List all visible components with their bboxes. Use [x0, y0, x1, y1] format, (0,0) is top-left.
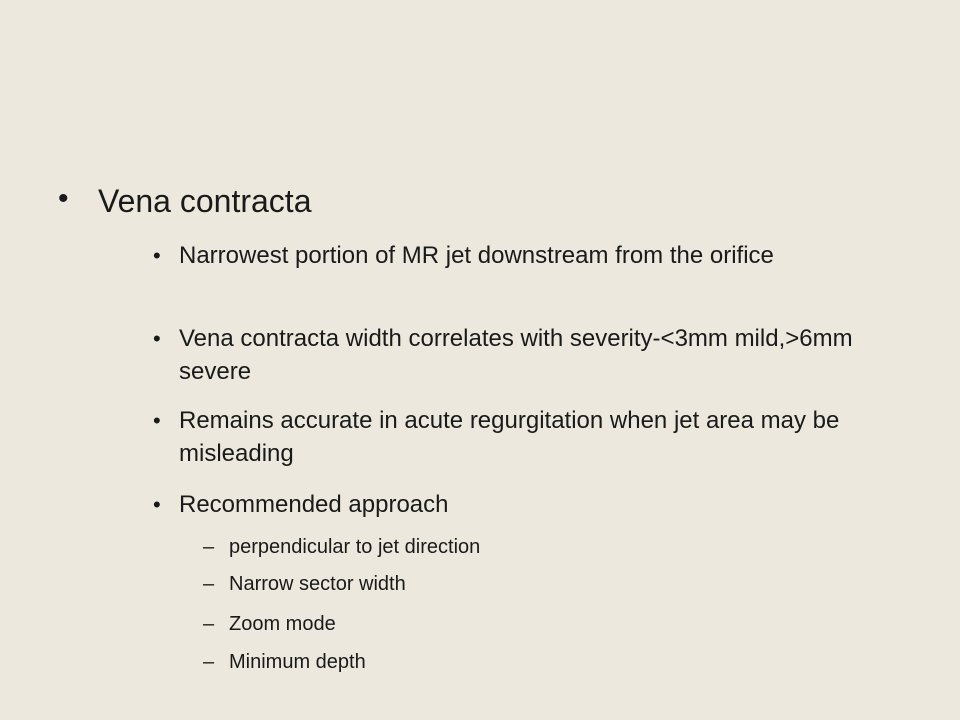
bullet-icon: •: [153, 492, 161, 517]
main-bullet: [58, 182, 311, 220]
sub-bullet-item: [203, 570, 406, 598]
bullet-item: [153, 322, 859, 388]
sub-bullet-item: [203, 648, 366, 676]
bullet-item: [153, 404, 859, 470]
sub-bullet-text: Narrow sector width: [229, 573, 406, 595]
bullet-text: Remains accurate in acute regurgitation when jet area may be misleading: [179, 407, 840, 467]
dash-icon: –: [203, 651, 215, 673]
bullet-text: Narrowest portion of MR jet downstream from the orifice: [179, 242, 774, 269]
sub-bullet-text: Zoom mode: [229, 613, 336, 635]
dash-icon: –: [203, 613, 215, 635]
dash-icon: –: [203, 573, 215, 595]
slide-heading: Vena contracta: [98, 183, 312, 219]
bullet-icon: •: [153, 243, 161, 268]
bullet-item: [153, 239, 859, 272]
sub-bullet-item: [203, 533, 480, 561]
bullet-icon: •: [58, 182, 69, 215]
sub-bullet-item: [203, 610, 336, 638]
bullet-icon: •: [153, 408, 161, 433]
sub-bullet-text: Minimum depth: [229, 651, 366, 673]
sub-bullet-text: perpendicular to jet direction: [229, 536, 481, 558]
dash-icon: –: [203, 536, 215, 558]
bullet-icon: •: [153, 326, 161, 351]
bullet-item: [153, 488, 859, 521]
bullet-text: Recommended approach: [179, 491, 449, 518]
bullet-text: Vena contracta width correlates with severity-<3mm mild,>6mm severe: [179, 325, 853, 385]
